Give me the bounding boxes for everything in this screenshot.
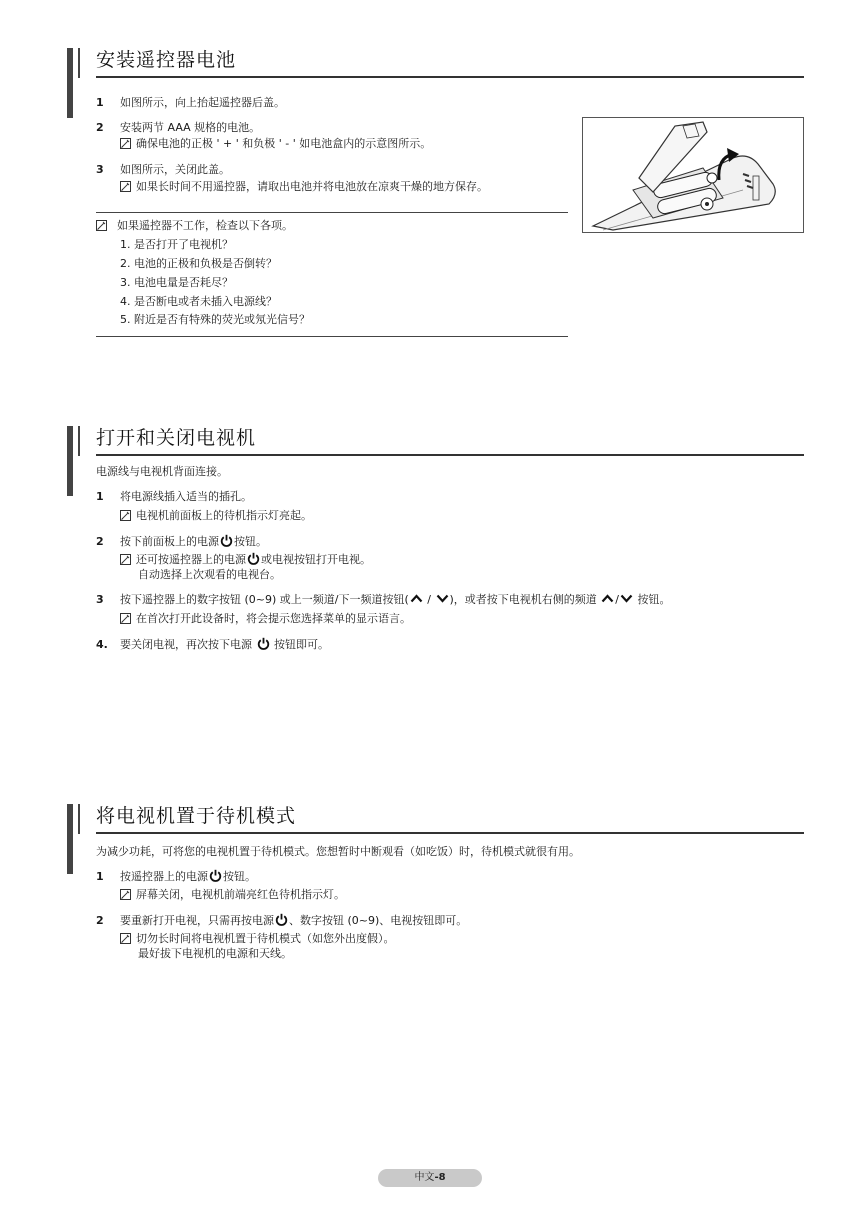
step-text: 按遥控器上的电源 xyxy=(120,870,208,883)
section-marker-thin xyxy=(78,48,80,78)
step-number: 2 xyxy=(96,535,104,548)
note-icon xyxy=(120,554,131,565)
step-1-note xyxy=(120,887,345,903)
step-text: 如图所示，关闭此盖。 xyxy=(120,163,230,176)
note-icon xyxy=(120,138,131,149)
note-text: 切勿长时间将电视机置于待机模式（如您外出度假）。 xyxy=(136,932,395,945)
chevron-up-icon xyxy=(410,592,423,601)
note-text-end: 或电视按钮打开电视。 xyxy=(261,553,371,566)
section-intro: 电源线与电视机背面连接。 xyxy=(96,465,228,478)
page-number-badge xyxy=(378,1169,482,1187)
step-text-end: 按钮。 xyxy=(634,593,671,606)
chevron-down-icon xyxy=(620,592,633,601)
note-icon xyxy=(120,181,131,192)
divider xyxy=(96,212,568,213)
section-intro: 为减少功耗，可将您的电视机置于待机模式。您想暂时中断观看（如吃饭）时，待机模式就很有用。 xyxy=(96,845,580,858)
power-icon xyxy=(209,869,222,882)
checklist-intro-text: 如果遥控器不工作，检查以下各项。 xyxy=(117,219,293,232)
step-3-note xyxy=(120,611,411,627)
step-number: 3 xyxy=(96,593,104,606)
step-text: 安装两节 AAA 规格的电池。 xyxy=(120,121,261,134)
step-number: 1 xyxy=(96,870,104,883)
power-icon xyxy=(247,552,260,565)
step-text: 将电源线插入适当的插孔。 xyxy=(120,490,252,503)
power-icon xyxy=(275,913,288,926)
remote-battery-image xyxy=(583,118,803,232)
footer-page: -8 xyxy=(434,1172,446,1183)
section-marker-thin xyxy=(78,804,80,834)
note-text: 还可按遥控器上的电源 xyxy=(136,553,246,566)
note-icon xyxy=(120,613,131,624)
checklist-item: 3. 电池电量是否耗尽？ xyxy=(120,276,233,289)
checklist-intro xyxy=(96,218,293,234)
step-text-end: 按钮。 xyxy=(234,535,267,548)
step-text: 要重新打开电视，只需再按电源 xyxy=(120,914,274,927)
step-text-end: 、数字按钮 (0~9)、电视按钮即可。 xyxy=(289,914,468,927)
step-2-note xyxy=(120,931,395,947)
divider xyxy=(96,336,568,337)
step-2-note-line2: 自动选择上次观看的电视台。 xyxy=(138,568,281,581)
section-marker xyxy=(67,804,73,874)
note-text: 电视机前面板上的待机指示灯亮起。 xyxy=(136,509,312,522)
section-title: 将电视机置于待机模式 xyxy=(96,805,297,827)
remote-battery-illustration xyxy=(582,117,804,233)
power-icon xyxy=(220,534,233,547)
section-title: 打开和关闭电视机 xyxy=(96,427,257,449)
note-icon xyxy=(120,889,131,900)
step-number: 2 xyxy=(96,914,104,927)
checklist-item: 4. 是否断电或者未插入电源线？ xyxy=(120,295,277,308)
separator: / xyxy=(615,593,620,606)
step-2-note xyxy=(120,552,371,568)
chevron-down-icon xyxy=(436,592,449,601)
footer-language: 中文 xyxy=(414,1172,435,1183)
step-text-end: 按钮即可。 xyxy=(270,638,329,651)
title-rule xyxy=(96,832,804,834)
separator: / xyxy=(423,593,435,606)
note-icon xyxy=(120,510,131,521)
step-text: 按下遥控器上的数字按钮 (0~9) 或上一频道/下一频道按钮( xyxy=(120,593,409,606)
note-icon xyxy=(120,933,131,944)
step-number: 4. xyxy=(96,638,108,651)
checklist-item: 2. 电池的正极和负极是否倒转？ xyxy=(120,257,277,270)
chevron-up-icon xyxy=(601,592,614,601)
step-2-note xyxy=(120,136,431,152)
step-text: 按下前面板上的电源 xyxy=(120,535,219,548)
step-3-note xyxy=(120,179,488,195)
note-text: 确保电池的正极 ' + ' 和负极 ' - ' 如电池盒内的示意图所示。 xyxy=(136,137,432,150)
title-rule xyxy=(96,76,804,78)
section-marker xyxy=(67,426,73,496)
note-text: 屏幕关闭，电视机前端亮红色待机指示灯。 xyxy=(136,888,345,901)
title-rule xyxy=(96,454,804,456)
note-text: 在首次打开此设备时，将会提示您选择菜单的显示语言。 xyxy=(136,612,411,625)
step-number: 3 xyxy=(96,163,104,176)
checklist-item: 1. 是否打开了电视机？ xyxy=(120,238,233,251)
step-2-note-line2: 最好拔下电视机的电源和天线。 xyxy=(138,947,292,960)
note-icon xyxy=(96,220,107,231)
step-number: 1 xyxy=(96,96,104,109)
step-number: 1 xyxy=(96,490,104,503)
step-text-end: 按钮。 xyxy=(223,870,256,883)
section-marker xyxy=(67,48,73,118)
checklist-item: 5. 附近是否有特殊的荧光或氖光信号？ xyxy=(120,313,310,326)
section-title: 安装遥控器电池 xyxy=(96,49,237,71)
section-marker-thin xyxy=(78,426,80,456)
step-text-mid: )，或者按下电视机右侧的频道 xyxy=(449,593,601,606)
step-text: 要关闭电视，再次按下电源 xyxy=(120,638,256,651)
step-1-note xyxy=(120,508,312,524)
power-icon xyxy=(257,637,270,650)
note-text: 如果长时间不用遥控器，请取出电池并将电池放在凉爽干燥的地方保存。 xyxy=(136,180,488,193)
step-number: 2 xyxy=(96,121,104,134)
step-text: 如图所示，向上抬起遥控器后盖。 xyxy=(120,96,285,109)
